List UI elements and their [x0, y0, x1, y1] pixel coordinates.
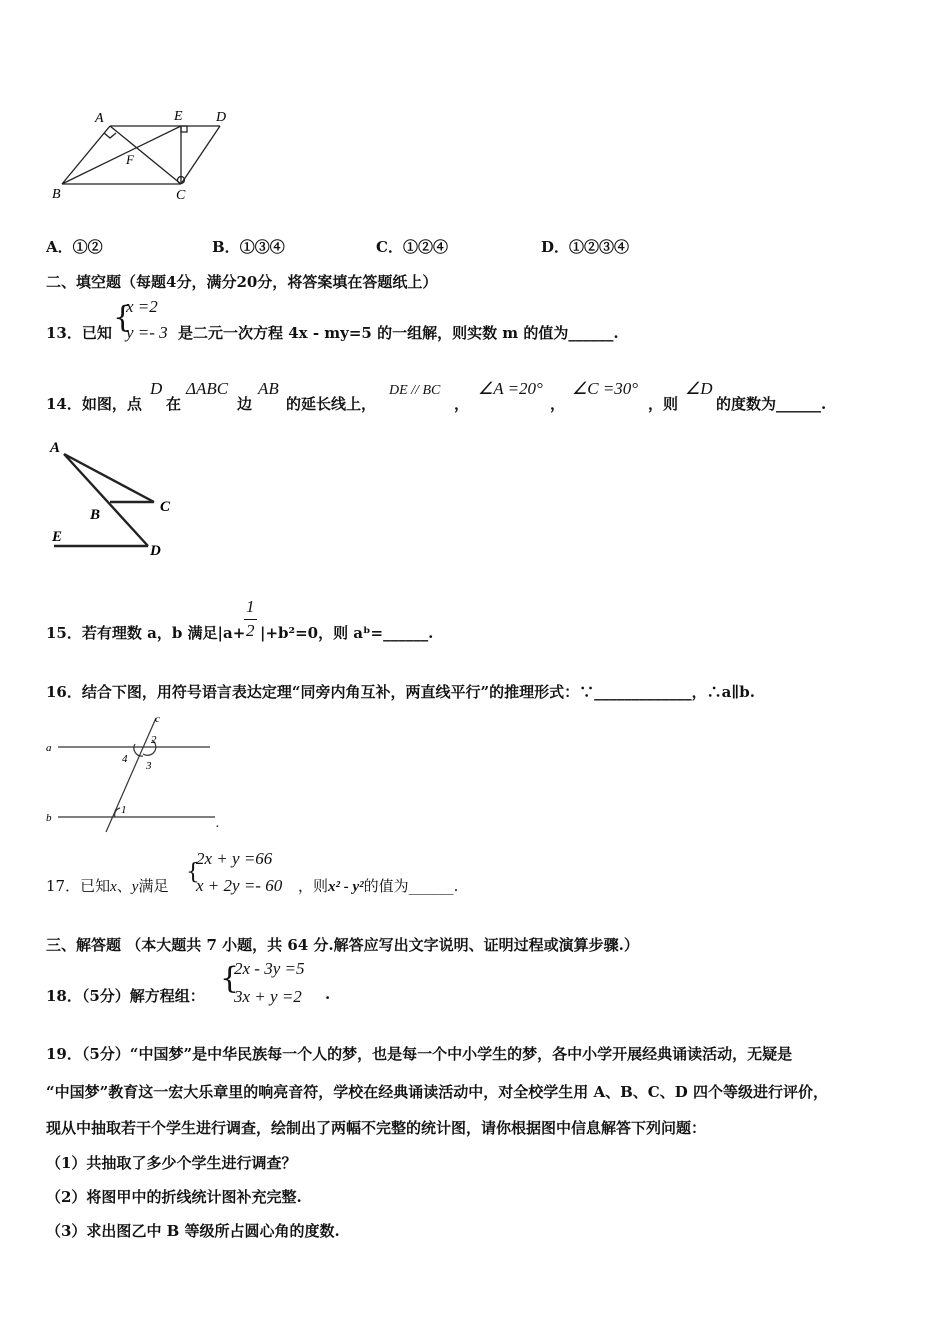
- q17-x: x: [110, 879, 117, 895]
- q14-comma2: ，: [550, 395, 566, 413]
- q19-sub2: （2）将图甲中的折线统计图补充完整.: [46, 1188, 302, 1206]
- fig14-label-d: D: [150, 543, 161, 559]
- q14-ze: ，则: [648, 395, 679, 413]
- option-b-text: ①③④: [239, 238, 285, 256]
- q17-tail: 的值为______.: [363, 877, 459, 895]
- option-b: [212, 236, 285, 257]
- q13-row1: x =2: [126, 297, 158, 316]
- option-b-letter: B．: [212, 238, 240, 256]
- option-c-text: ①②④: [402, 238, 448, 256]
- q19-sub3: （3）求出图乙中 B 等级所占圆心角的度数.: [46, 1222, 340, 1240]
- q19-line3: 现从中抽取若干个学生进行调查，绘制出了两幅不完整的统计图，请你根据图中信息解答下列问题：: [46, 1119, 707, 1137]
- q15-number: 15．若有理数 a，b 满足|a+: [46, 624, 246, 642]
- q13-row2: y =- 3: [126, 323, 168, 342]
- q17-y: y: [131, 879, 139, 895]
- fig16-label-a: a: [46, 742, 52, 754]
- q17-text2: ，则: [298, 877, 329, 895]
- q17-row2: x + 2y =- 60: [196, 876, 283, 895]
- q14-triangle: ΔABC: [186, 379, 229, 398]
- fig16-label-b: b: [46, 812, 52, 824]
- section2-title: 二、填空题（每题4分，满分20分，将答案填在答题纸上）: [46, 273, 438, 291]
- q14-point-d: D: [150, 379, 163, 398]
- fig14-label-b: B: [90, 507, 101, 523]
- q13-number: 13．已知: [46, 324, 112, 342]
- q19-sub1: （1）共抽取了多少个学生进行调查？: [46, 1154, 297, 1172]
- fig14-label-a: A: [50, 440, 61, 456]
- q14-comma1: ，: [454, 395, 470, 413]
- parallelogram-figure: [40, 100, 250, 210]
- q13-text: 是二元一次方程 4x - my=5 的一组解，则实数 m 的值为______.: [178, 324, 619, 342]
- q17-brace: {: [186, 860, 200, 885]
- fig12-label-b: B: [52, 187, 61, 202]
- option-a: [46, 236, 103, 257]
- fig16-label-1: 1: [121, 804, 127, 816]
- fig14-label-e: E: [52, 529, 63, 545]
- q15-frac-num: 1: [246, 597, 255, 616]
- option-c-letter: C．: [376, 238, 403, 256]
- q17-sep: 、: [116, 877, 132, 895]
- triangle-figure: [40, 432, 190, 562]
- q14-bian: 边: [237, 395, 253, 413]
- fig12-label-a: A: [95, 111, 104, 126]
- fig12-label-f: F: [126, 152, 134, 167]
- q18-number: 18．（5分）解方程组：: [46, 987, 205, 1005]
- fig16-dot: .: [216, 816, 220, 831]
- q14-tail: 的度数为______.: [716, 395, 827, 413]
- q19-line2: “中国梦”教育这一宏大乐章里的响亮音符，学校在经典诵读活动中，对全校学生用 A、B、C、D 四个等级进行评价，: [46, 1083, 828, 1101]
- option-d-text: ①②③④: [569, 238, 630, 256]
- fig16-label-4: 4: [122, 753, 128, 765]
- option-a-text: ①②: [72, 238, 103, 256]
- q18-dot: .: [325, 985, 331, 1003]
- option-a-letter: A．: [46, 238, 73, 256]
- q17-satisfy: 满足: [138, 877, 169, 895]
- q19-line1: 19．（5分）“中国梦”是中华民族每一个人的梦，也是每一个中小学生的梦，各中小学开展经典诵读活动，无疑是: [46, 1045, 793, 1063]
- section3-title: 三、解答题 （本大题共 7 小题，共 64 分.解答应写出文字说明、证明过程或演算步骤.）: [46, 936, 639, 954]
- q17-rest: [298, 875, 458, 896]
- q16-text: 16．结合下图，用符号语言表达定理“同旁内角互补，两直线平行”的推理形式：∵_____________，∴a∥b.: [46, 683, 756, 701]
- q14-parallel: DE // BC: [389, 383, 441, 398]
- q17-number: 17．已知: [46, 877, 111, 895]
- q15-text: |+b²=0，则 aᵇ=______.: [260, 624, 434, 642]
- fig12-label-c: C: [176, 188, 186, 203]
- q14-number: 14．如图，点: [46, 395, 142, 413]
- q14-angle-d: ∠D: [685, 379, 713, 398]
- q17-expr: x² - y²: [328, 879, 364, 895]
- fig16-label-3: 3: [146, 760, 152, 772]
- fig12-label-e: E: [174, 109, 183, 124]
- q18-row2: 3x + y =2: [234, 987, 302, 1006]
- fig14-label-c: C: [160, 499, 171, 515]
- option-c: [376, 236, 448, 257]
- option-d-letter: D．: [541, 238, 570, 256]
- fig16-label-2: 2: [151, 734, 157, 746]
- q18-brace: {: [220, 961, 240, 996]
- fig12-label-d: D: [216, 110, 227, 125]
- q14-angle-c: ∠C =30°: [572, 379, 639, 398]
- q14-zai: 在: [166, 395, 182, 413]
- q14-ext: 的延长线上，: [286, 395, 377, 413]
- q17-row1: 2x + y =66: [196, 849, 273, 868]
- option-d: [541, 236, 629, 257]
- q13-brace: {: [113, 300, 133, 335]
- q15-frac-den: 2: [246, 621, 255, 640]
- q14-ab: AB: [258, 379, 279, 398]
- q17-line: [46, 875, 168, 896]
- q18-row1: 2x - 3y =5: [234, 959, 305, 978]
- q14-angle-a: ∠A =20°: [478, 379, 543, 398]
- parallel-lines-figure: [40, 710, 230, 835]
- fig16-label-c: c: [155, 713, 160, 725]
